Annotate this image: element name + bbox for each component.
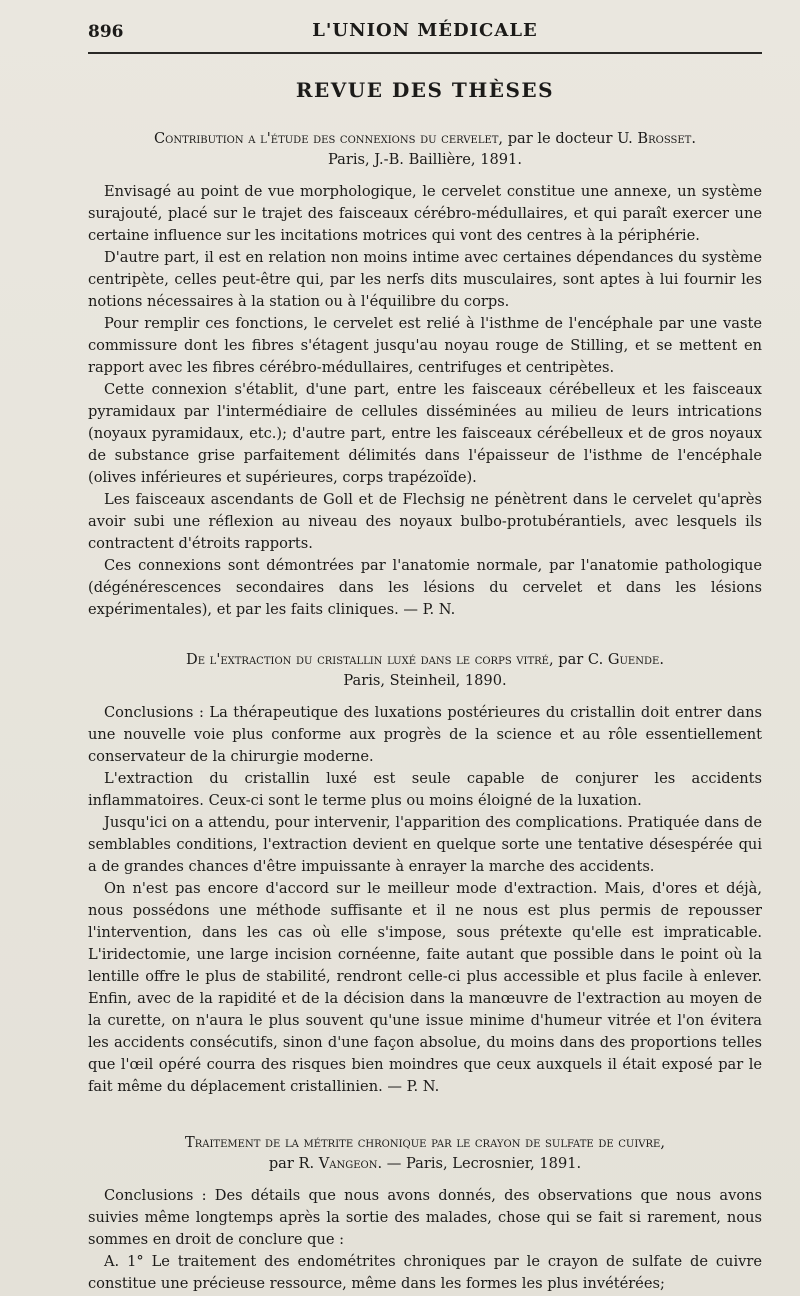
- review-heading: Contribution a l'étude des connexions du cervelet, par le docteur U. Brosset. Paris, J.-B. Baillière, 1891.: [88, 128, 762, 170]
- review-author: U. Brosset: [617, 130, 692, 147]
- review-paragraph: Pour remplir ces fonctions, le cervelet est relié à l'isthme de l'encéphale par une vaste commissure dont les fibres s'étagent jusqu'au noyau rouge de Stilling, et se mettent en rapport avec les fibres cérébro-médullaires, centrifuges et centripètes.: [88, 315, 762, 376]
- review-separator: [88, 1098, 762, 1132]
- review-title: Contribution a l'étude des connexions du cervelet,: [154, 130, 504, 147]
- review-publisher: . — Paris, Lecrosnier, 1891.: [377, 1155, 582, 1172]
- review-title: De l'extraction du cristallin luxé dans le corps vitré,: [186, 651, 554, 668]
- journal-title: L'UNION MÉDICALE: [312, 20, 538, 41]
- review-guende: [88, 649, 762, 1098]
- review-publisher: Paris, Steinheil, 1890.: [343, 672, 507, 689]
- review-paragraph: Conclusions : La thérapeutique des luxations postérieures du cristallin doit entrer dans une nouvelle voie plus conforme aux progrès de la science et au rôle essentiellement conservateur de la chirurgie moderne.: [88, 704, 762, 765]
- review-body: [88, 1185, 762, 1295]
- review-paragraph: Jusqu'ici on a attendu, pour intervenir, l'apparition des complications. Pratiquée dans de semblables conditions, l'extraction devient en quelque sorte une tentative désespérée qui a de grandes chances d'être impuissante à enrayer la marche des accidents.: [88, 814, 762, 875]
- review-paragraph: Les faisceaux ascendants de Goll et de Flechsig ne pénètrent dans le cervelet qu'après avoir subi une réflexion au niveau des noyaux bulbo-protubérantiels, avec lesquels ils contractent d'étroits rapports.: [88, 491, 762, 552]
- review-paragraph: Cette connexion s'établit, d'une part, entre les faisceaux cérébelleux et les faisceaux pyramidaux par l'intermédiaire de cellules disséminées au milieu de leurs intrications (noyaux pyramidaux, etc.); d'autre part, entre les faisceaux cérébelleux et de gros noyaux de substance grise parfaitement délimités dans l'épaisseur de l'isthme de l'encéphale (olives inférieures et supérieures, corps trapézoïde).: [88, 381, 762, 486]
- review-body: [88, 702, 762, 1098]
- review-author-prefix: par le docteur: [503, 130, 618, 147]
- review-brosset: [88, 128, 762, 621]
- review-paragraph: Ces connexions sont démontrées par l'anatomie normale, par l'anatomie pathologique (dégénérescences secondaires dans les lésions du cervelet et dans les lésions expérimentales), et par les faits cliniques. — P. N.: [88, 557, 762, 618]
- review-paragraph: Envisagé au point de vue morphologique, le cervelet constitue une annexe, un système surajouté, placé sur le trajet des faisceaux cérébro-médullaires, et qui paraît exercer une certaine influence sur les incitations motrices qui vont des centres à la périphérie.: [88, 183, 762, 244]
- page-number: 896: [88, 22, 124, 42]
- review-heading: De l'extraction du cristallin luxé dans le corps vitré, par C. Guende. Paris, Steinheil, 1890.: [88, 649, 762, 691]
- running-head: [88, 18, 762, 44]
- review-paragraph: A. 1° Le traitement des endométrites chroniques par le crayon de sulfate de cuivre constitue une précieuse ressource, même dans les formes les plus invétérées;: [88, 1253, 762, 1292]
- review-publisher: Paris, J.-B. Baillière, 1891.: [328, 151, 522, 168]
- section-title: REVUE DES THÈSES: [295, 78, 555, 102]
- review-author: R. Vangeon: [298, 1155, 378, 1172]
- review-paragraph: On n'est pas encore d'accord sur le meilleur mode d'extraction. Mais, d'ores et déjà, nous possédons une méthode suffisante et il ne nous est plus permis de repousser l'intervention, dans les cas où elle s'impose, sous prétexte qu'elle est impraticable. L'iridectomie, une large incision cornéenne, faite autant que possible dans le point où la lentille offre le plus de stabilité, rendront celle-ci plus accessible et plus facile à enlever. Enfin, avec de la rapidité et de la décision dans la manœuvre de l'extraction au moyen de la curette, on n'aura le plus souvent qu'une issue minime d'humeur vitrée et l'on évitera les accidents consécutifs, sinon d'une façon absolue, du moins dans des proportions telles que l'œil opéré courra des risques bien moindres que ceux auxquels il était exposé par le fait même du déplacement cristallinien. — P. N.: [88, 880, 762, 1095]
- review-body: [88, 181, 762, 621]
- review-paragraph: D'autre part, il est en relation non moins intime avec certaines dépendances du système centripète, celles peut-être qui, par les nerfs dits musculaires, sont aptes à lui fournir les notions nécessaires à la station ou à l'équilibre du corps.: [88, 249, 762, 310]
- review-heading: [88, 1132, 762, 1174]
- review-paragraph: Conclusions : Des détails que nous avons donnés, des observations que nous avons suivies même longtemps après la sortie des malades, chose qui se fait si rarement, nous sommes en droit de conclure que :: [88, 1187, 762, 1248]
- review-separator: [88, 621, 762, 649]
- review-author: C. Guende: [587, 651, 660, 668]
- review-vangeon: [88, 1132, 762, 1295]
- review-author-prefix: par: [268, 1155, 299, 1172]
- review-paragraph: L'extraction du cristallin luxé est seule capable de conjurer les accidents inflammatoires. Ceux-ci sont le terme plus ou moins éloigné de la luxation.: [88, 770, 762, 809]
- review-title: Traitement de la métrite chronique par le crayon de sulfate de cuivre,: [185, 1134, 665, 1151]
- review-author-prefix: par: [553, 651, 588, 668]
- header-rule: [88, 52, 762, 54]
